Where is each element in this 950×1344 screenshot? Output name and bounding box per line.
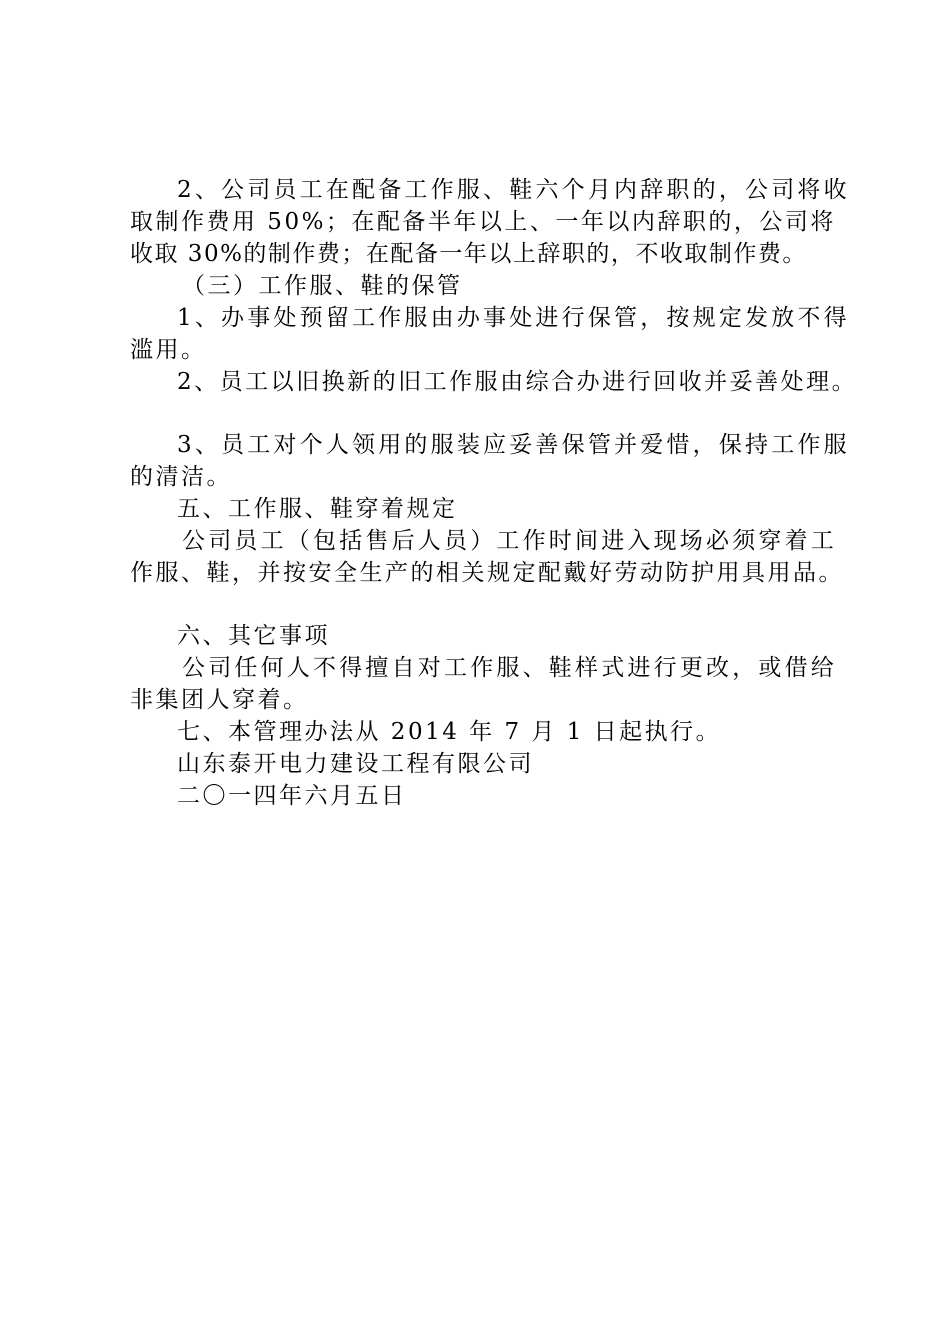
text-line: 作服、鞋，并按安全生产的相关规定配戴好劳动防护用具用品。 xyxy=(130,560,844,586)
text-line: 公司员工（包括售后人员）工作时间进入现场必须穿着工 xyxy=(182,528,837,554)
section-heading-wearing-rules: 五、工作服、鞋穿着规定 xyxy=(177,496,458,522)
section-heading-storage: （三）工作服、鞋的保管 xyxy=(182,273,463,299)
text-line: 1、办事处预留工作服由办事处进行保管，按规定发放不得 xyxy=(177,305,850,331)
paragraph-no-modification xyxy=(130,652,837,716)
text-line: 非集团人穿着。 xyxy=(130,687,309,713)
blank-line xyxy=(130,398,830,429)
paragraph-resignation-fee xyxy=(130,174,850,270)
text-line: 2、公司员工在配备工作服、鞋六个月内辞职的，公司将收 xyxy=(177,177,850,203)
section-heading-other-matters: 六、其它事项 xyxy=(177,623,330,649)
text-line: 收取 30%的制作费；在配备一年以上辞职的，不收取制作费。 xyxy=(130,241,807,267)
text-line: 的清洁。 xyxy=(130,464,232,490)
text-line: 滥用。 xyxy=(130,337,207,363)
issue-date: 二〇一四年六月五日 xyxy=(177,783,407,809)
document-body xyxy=(130,174,858,812)
company-name: 山东泰开电力建设工程有限公司 xyxy=(177,751,534,777)
paragraph-wearing-rules xyxy=(130,525,844,589)
text-line: 3、员工对个人领用的服装应妥善保管并爱惜，保持工作服 xyxy=(177,432,850,458)
paragraph-office-storage xyxy=(130,302,850,366)
blank-line xyxy=(130,589,830,620)
section-heading-effective-date: 七、本管理办法从 2014 年 7 月 1 日起执行。 xyxy=(177,719,722,745)
paragraph-old-for-new: 2、员工以旧换新的旧工作服由综合办进行回收并妥善处理。 xyxy=(177,369,858,395)
text-line: 公司任何人不得擅自对工作服、鞋样式进行更改，或借给 xyxy=(182,655,837,681)
paragraph-personal-care xyxy=(130,429,850,493)
text-line: 取制作费用 50%；在配备半年以上、一年以内辞职的，公司将 xyxy=(130,209,836,235)
